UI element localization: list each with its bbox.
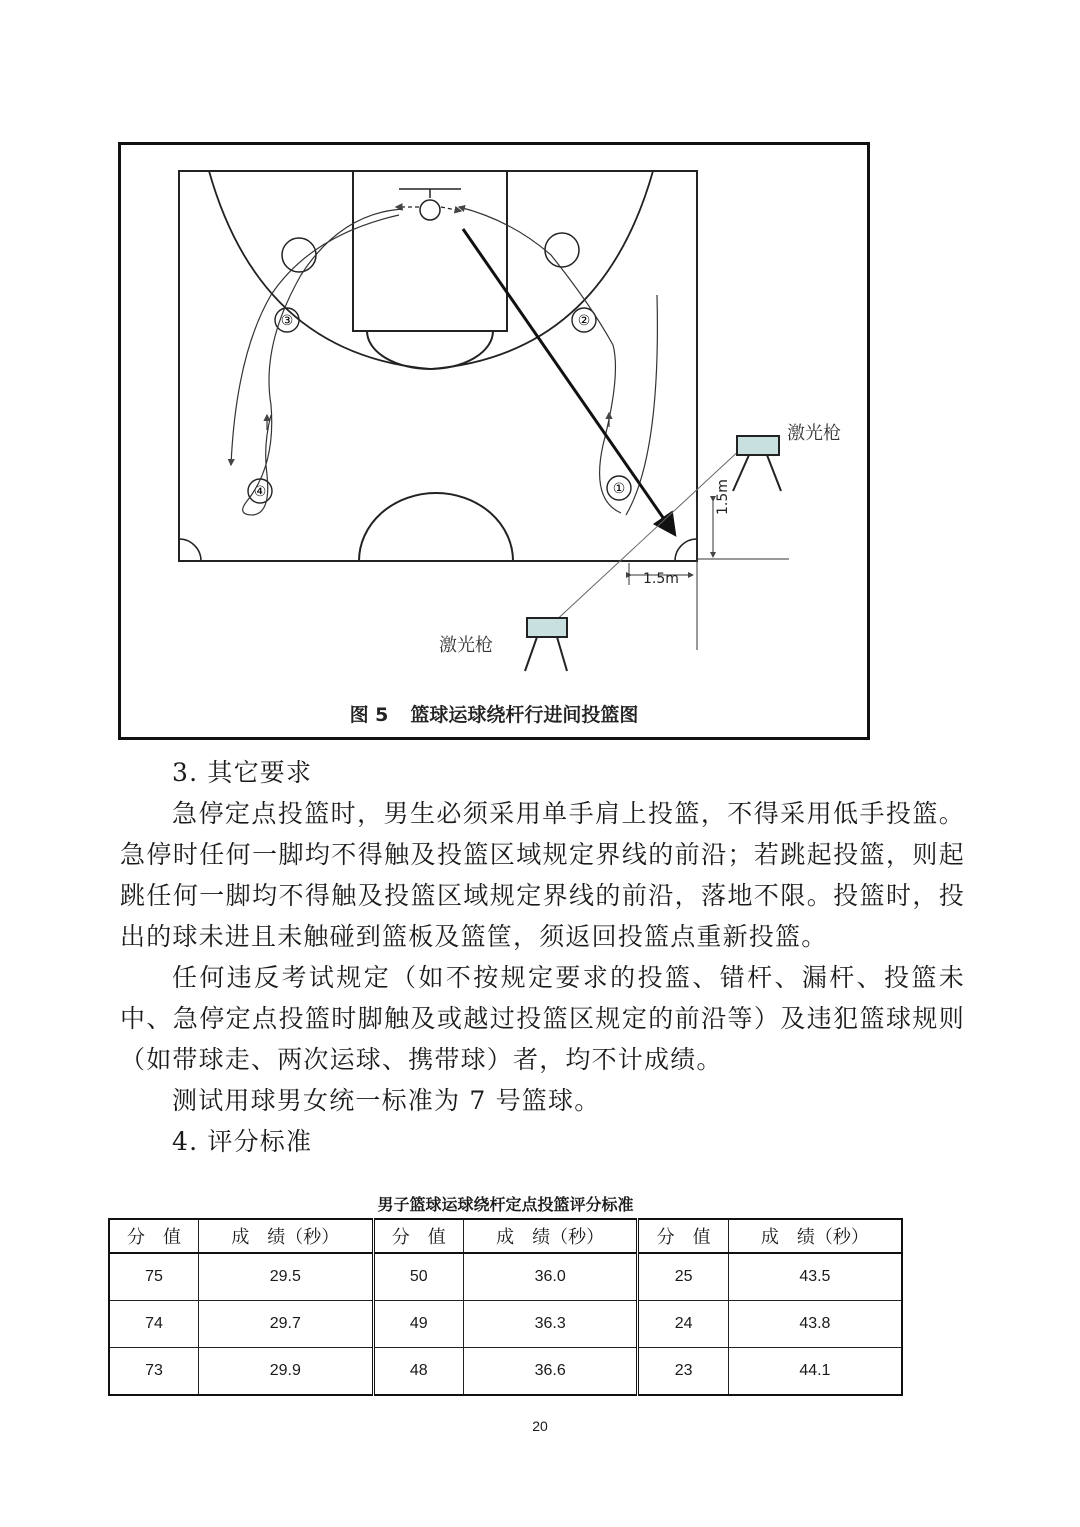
table-row: [109, 1301, 902, 1348]
score-table: [108, 1218, 903, 1396]
figure-5: [118, 142, 870, 740]
table-cell: 48: [373, 1348, 463, 1396]
laser-label-bottom: 激光枪: [439, 635, 493, 656]
header-cell: 分 值: [109, 1219, 199, 1253]
body-text: [120, 752, 965, 1162]
section-heading-4: 4. 评分标准: [172, 1127, 313, 1156]
svg-text:④: ④: [253, 484, 267, 500]
table-cell: 29.9: [199, 1348, 373, 1396]
table-cell: 29.5: [199, 1253, 373, 1301]
table-row: [109, 1253, 902, 1301]
table-cell: 24: [638, 1301, 728, 1348]
svg-text:③: ③: [280, 313, 294, 329]
distance-horizontal: 1.5m: [643, 571, 679, 587]
table-cell: 43.8: [728, 1301, 902, 1348]
svg-text:②: ②: [577, 313, 591, 329]
paragraph-shooting-rules: 急停定点投篮时，男生必须采用单手肩上投篮，不得采用低手投篮。急停时任何一脚均不得触及投篮区域规定界线的前沿；若跳起投篮，则起跳任何一脚均不得触及投篮区域规定界线的前沿，落地不限。投篮时，投出的球未进且未触碰到篮板及篮筐，须返回投篮点重新投篮。: [120, 799, 965, 951]
svg-text:①: ①: [612, 481, 626, 497]
header-cell: 成 绩（秒）: [463, 1219, 637, 1253]
laser-gun-bottom: [527, 618, 567, 637]
free-throw-circle: [367, 331, 493, 369]
table-cell: 75: [109, 1253, 199, 1301]
table-title: 男子篮球运球绕杆定点投篮评分标准: [377, 1195, 634, 1214]
table-cell: 23: [638, 1348, 728, 1396]
table-row: [109, 1348, 902, 1396]
header-cell: 成 绩（秒）: [728, 1219, 902, 1253]
table-cell: 25: [638, 1253, 728, 1301]
paragraph-ball-standard: 测试用球男女统一标准为 7 号篮球。: [172, 1086, 601, 1115]
distance-vertical: 1.5m: [715, 479, 731, 515]
table-cell: 44.1: [728, 1348, 902, 1396]
figure-title: 篮球运球绕杆行进间投篮图: [410, 704, 639, 726]
figure-number: 图 5: [349, 704, 389, 726]
table-cell: 29.7: [199, 1301, 373, 1348]
hoop: [420, 200, 440, 220]
figure-caption: [121, 700, 867, 727]
laser-label-top: 激光枪: [787, 423, 841, 444]
header-cell: 成 绩（秒）: [199, 1219, 373, 1253]
table-cell: 36.3: [463, 1301, 637, 1348]
shot-path-arrow: [463, 229, 673, 532]
table-cell: 36.6: [463, 1348, 637, 1396]
page-number: 20: [532, 1418, 548, 1434]
laser-gun-top: [737, 436, 779, 455]
center-circle: [359, 493, 513, 561]
table-header-row: [109, 1219, 902, 1253]
table-cell: 73: [109, 1348, 199, 1396]
table-cell: 50: [373, 1253, 463, 1301]
header-cell: 分 值: [638, 1219, 728, 1253]
paragraph-violations: 任何违反考试规定（如不按规定要求的投篮、错杆、漏杆、投篮未中、急停定点投篮时脚触及或越过投篮区规定的前沿等）及违犯篮球规则（如带球走、两次运球、携带球）者，均不计成绩。: [120, 963, 965, 1074]
table-cell: 49: [373, 1301, 463, 1348]
court-diagram: [121, 145, 867, 737]
table-cell: 43.5: [728, 1253, 902, 1301]
header-cell: 分 值: [373, 1219, 463, 1253]
table-cell: 74: [109, 1301, 199, 1348]
section-heading-3: 3. 其它要求: [172, 758, 313, 787]
table-cell: 36.0: [463, 1253, 637, 1301]
